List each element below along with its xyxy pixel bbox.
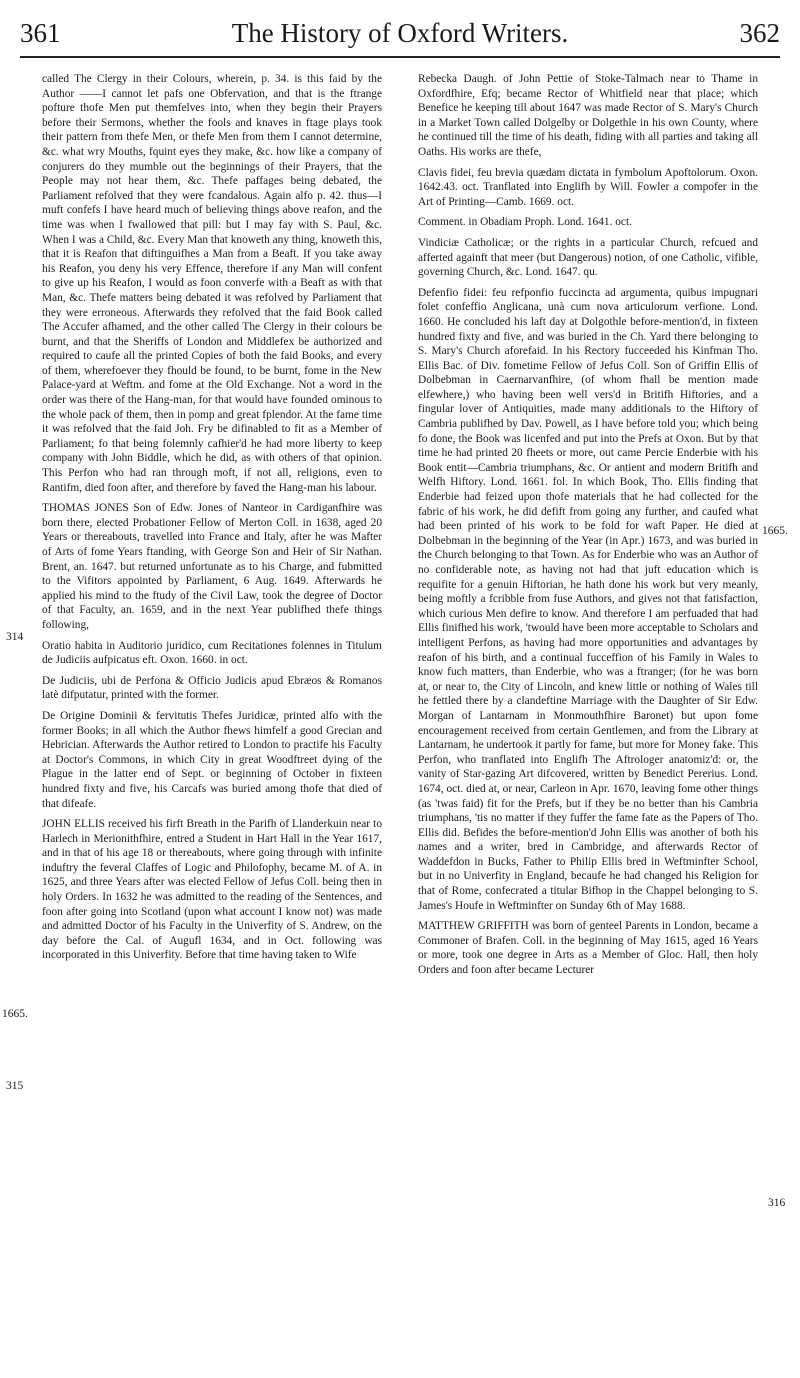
- page-number-right: 362: [739, 18, 780, 48]
- work-oratio-habita: Oratio habita in Auditorio juridico, cum Recitationes folennes in Titulum de Judiciis aufpicatus eft. Oxon. 1660. in oct.: [42, 639, 382, 667]
- page-header: [0, 6, 800, 68]
- page-number-left: 361: [20, 18, 61, 48]
- work-vindiciae-catholicae: Vindiciæ Catholicæ; or the rights in a particular Church, refcued and afferted againft that meer (but Dangerous) notion, of one Catholic, vifible, governing Church, &c. Lond. 1647. qu.: [418, 236, 758, 279]
- margin-year-note-left: 1665.: [2, 1008, 28, 1020]
- margin-entry-number-315: 315: [6, 1080, 24, 1092]
- left-column: [42, 72, 382, 969]
- entry-john-ellis: JOHN ELLIS received his firft Breath in the Parifh of Llanderkuin near to Harlech in Merionithfhire, entred a Student in Hart Hall in the Year 1617, and in that of his age 18 or thereabouts, where going through with infinite induftry the feveral Claffes of Logic and Philofophy, became M. of A. in 1625, and three Years after was elected Fellow of Jefus Coll. being then in holy Orders. In 1632 he was admitted to the reading of the Sentences, and foon after going into Scotland (upon what account I know not) was made and admitted Doctor of his Faculty in the Univerfity of S. Andrew, on the day before the Cal. of Augufl 1634, and in Oct. following was incorporated in this Univerfity. Before that time having taken to Wife: [42, 818, 382, 962]
- work-comment-obadiam: Comment. in Obadiam Proph. Lond. 1641. oct.: [418, 216, 632, 229]
- paragraph-clergy-in-colours: called The Clergy in their Colours, wherein, p. 34. is this faid by the Author ——I cannot let pafs one Obfervation, and that is the ftrange pofture thofe Men put themfelves into, when they begin their Prayers before their Sermons, whether the fools and knaves in ftage plays took their pattern from thefe Men, or thefe Men from them I cannot determine, &c. what wry Mouths, fquint eyes they make, &c. how like a company of conjurers do they mumble out the beginnings of their Prayers, that the People may not hear them, &c. Thefe paffages being debated, the Parliament refolved that they were fcandalous. Again alfo p. 42. thus—I muft confefs I have heard much of believing things above reafon, and the time was when I fwallowed that pill: but I may fay with S. Paul, &c. When I was a Child, &c. Every Man that knoweth any thing, knoweth this, that it is Reafon that diftinguifhes a Man from a Beaft. If you take away his Reafon, you deny his very Effence, therefore if any Man will confent to give up his Reafon, I would as foon converfe with a Beaft as with that Man, &c. Thefe matters being debated it was refolved by Parliament that they were erroneous. Afterwards they refolved that the faid Book called The Accufer afhamed, and the other called The Clergy in their colours be burnt, and that the Sheriffs of London and Middlefex be authorized and required to caufe all the printed Copies of both the faid Books, and every of them, wherefoever they fhould be found, to be burnt, fome in the New Palace-yard at Weftm. and fome at the Old Exchange. Not a word in the order was there of the Hang-man, for that would have founded ominous to the whole pack of them, then in pomp and great fplendor. At the fame time it was refolved that the faid Joh. Fry be difinabled to fit as a Member of Parliament; fo that being folemnly cafhier'd he had more liberty to keep company with John Biddle, which he did, as with others of that opinion. This Perfon who had ran through moft, if not all, religions, even to Rantifm, died foon after, and therefore by faved the Hang-man his labour.: [42, 73, 382, 494]
- work-clavis-fidei: Clavis fidei, feu brevia quædam dictata in fymbolum Apoftolorum. Oxon. 1642.43. oct. Tranflated into Englifh by Will. Fowler a compofer in the Art of Printing—Camb. 1669. oct.: [418, 166, 758, 208]
- entry-thomas-jones: THOMAS JONES Son of Edw. Jones of Nanteor in Cardiganfhire was born there, elected Probationer Fellow of Merton Coll. in 1638, aged 20 Years or thereabouts, travelled into France and Italy, after he was Mafter of Arts of fome Years ftanding, with George Son and Heir of Sir Nathan. Brent, an. 1647. but returned unfortunate as to his Charge, and fubmitted to the Vifitors appointed by Parliament, 6 Aug. 1649. Afterwards he applied his mind to the ftudy of the Civil Law, took the degree of Doctor of that Faculty, an. 1659, and in the next Year publifhed thefe things following,: [42, 502, 382, 631]
- paragraph-ellis-continued: Rebecka Daugh. of John Pettie of Stoke-Talmach near to Thame in Oxfordfhire, Efq; became Rector of Whitfield near that place; which Benefice he keeping till about 1647 was made Rector of S. Mary's Church in a Market Town called Dolgelby or Dolgethle in his own County, where he continued till the time of his death, fiding with all parties and taking all Oaths. His works are thefe,: [418, 73, 758, 158]
- right-column: [418, 72, 758, 984]
- entry-matthew-griffith: MATTHEW GRIFFITH was born of genteel Parents in London, became a Commoner of Brafen. Coll. in the beginning of May 1615, aged 16 Years or more, took one degree in Arts as a Member of Gloc. Hall, then holy Orders and foon after became Lecturer: [418, 920, 758, 977]
- margin-entry-number-316: 316: [768, 1197, 786, 1209]
- work-defensio-fidei: Defenfio fidei: feu refponfio fuccincta ad argumenta, quibus impugnari folet confeffio Anglicana, unà cum nova articulorum verfione. Lond. 1660. He concluded his laft day at Dolgothle before-mention'd, in fixteen hundred fixty and five, and was buried in the Ch. Yard there belonging to S. Mary's Church aforefaid. In his Rectory fucceeded his Kinfman Tho. Ellis Bac. of Div. fometime Fellow of Jefus Coll. Son of Griffin Ellis of Dolbebman in Caernarvanfhire, (of whom fhall be mention made elfewhere,) who having been well vers'd in Britifh Hiftories, and a fingular lover of Antiquities, made many additionals to the Hiftory of Cambria publifhed by Dav. Powell, as I have before told you; which being fo done, the Book was licenfed and put into the Prefs at Oxon. But by that time he had printed 20 fheets or more, out came Percie Enderbie with his Book entit—Cambria triumphans, &c. Or antient and modern Britifh and Welfh Hiftory. Lond. 1661. fol. In which Book, Tho. Ellis finding that Enderbie had feized upon thofe materials that he had collected for the fabric of his work, he did defift from going any further, and caufed what had been printed of his work to be fold for waft Paper. He died at Dolbebman in the beginning of the Year (in Apr.) 1673, and was buried in the Church belonging to that Town. As for Enderbie who was an Author of no confiderable note, as having not had that juft education which is requifite for a genuin Hiftorian, he hath done his work but very meanly, being moftly a fcribble from fuse Authors, and gives not that fatisfaction, which curious Men defire to know. And therefore I am perfuaded that had Ellis finifhed his work, 'twould have been more acceptable to Scholars and intelligent Perfons, as having had more opportunities and advantages by reafon of his birth, and a continual fucceffion of his Family in Wales to know fuch matters, than Enderbie, who was a ftranger; (for he was born at, or near to, the City of Lincoln, and knew little or nothing of Wales till he fettled there by a clandeftine Marriage with the Daughter of Sir Edw. Morgan of Lantarnam in Monmouthfhire Baronet) but upon fome encouragement received from certain Gentlemen, and from the Library at Lantarnam, he undertook it partly for fame, but more for Money fake. This Perfon, who tranflated into Englifh The Aftrologer anatomiz'd: or, the vanity of Star-gazing Art difcovered, written by Benedict Pererius. Lond. 1674, oct. died at, or near, Carleon in Apr. 1670, leaving fome other things (as 'twas faid) fit for the Prefs, but if they be no better than his Cambria triumphans, 'tis no matter if they fuffer the fame fate as the Papers of Tho. Ellis did. Befides the before-mention'd John Ellis was another of both his names and a writer, bred in Cambridge, and afterwards Rector of Waddefdon in Bucks, Father to Philip Ellis bred in Weftminfter School, but in no Univerfity in England, becaufe he had changed his Religion for that of Rome, confecrated a titular Bifhop in the Chappel belonging to S. James's Houfe in Weftminfter on Sunday 6th of May 1688.: [418, 286, 758, 912]
- margin-year-note-right: 1665.: [762, 525, 788, 537]
- running-title: The History of Oxford Writers.: [231, 18, 569, 48]
- work-de-judiciis: De Judiciis, ubi de Perfona & Officio Judicis apud Ebræos & Romanos latè difputatur, printed with the former.: [42, 674, 382, 702]
- work-de-origine-dominii: De Origine Dominii & fervitutis Thefes Juridicæ, printed alfo with the former Books; in all which the Author fhews himfelf a good Grecian and Hebrician. Afterwards the Author retired to London to practife his Faculty at Doctor's Commons, in which City in great Woodftreet dying of the Plague in the latter end of Sept. or beginning of October in fixteen hundred fixty and five, his Carcafs was buried among thofe that died of that difeafe.: [42, 709, 382, 810]
- header-rule: [20, 56, 780, 58]
- margin-entry-number-314: 314: [6, 631, 24, 643]
